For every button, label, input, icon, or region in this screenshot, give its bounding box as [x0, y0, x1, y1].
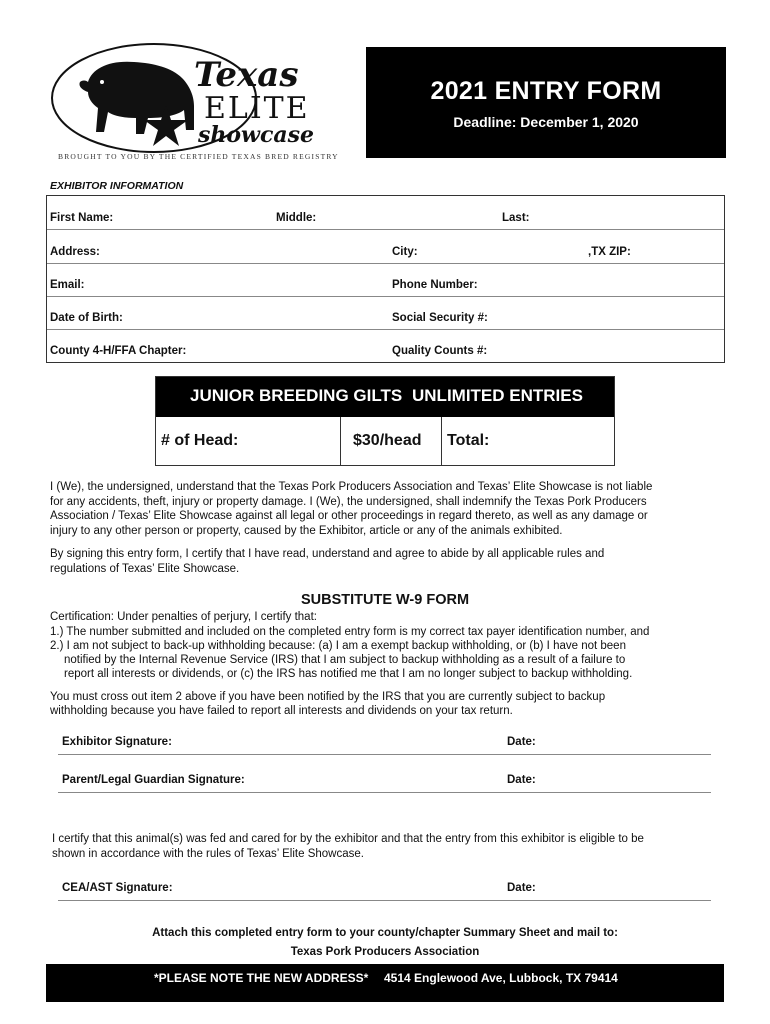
deadline-text: Deadline: December 1, 2020	[453, 114, 639, 130]
exhibitor-signature-line[interactable]	[58, 736, 711, 755]
logo-word-texas: Texas	[194, 55, 299, 95]
title-box	[366, 47, 726, 158]
total-cell[interactable]	[442, 417, 614, 465]
w9-title: SUBSTITUTE W-9 FORM	[300, 592, 470, 608]
w9-item-2: 2.) I am not subject to back-up withholding because: (a) I am a exempt backup withholding, or (b) I have not been	[50, 640, 626, 652]
liability-paragraph	[50, 480, 730, 538]
dob-field[interactable]: Date of Birth:	[50, 312, 123, 324]
liability-line: Association / Texas’ Elite Showcase against all legal or other proceedings in regard thereto, as well as any damage or	[50, 510, 648, 522]
cea-certification-line: I certify that this animal(s) was fed and cared for by the exhibitor and that the entry from this exhibitor is eligible to be	[52, 833, 644, 845]
liability-line: injury to any other person or property, caused by the Exhibitor, article or any of the animals exhibited.	[50, 524, 563, 537]
pig-eye-icon	[100, 80, 104, 84]
texas-elite-showcase-logo	[44, 38, 314, 168]
exhibitor-row-ids	[47, 296, 724, 330]
mailing-instructions: Attach this completed entry form to your county/chapter Summary Sheet and mail to:	[152, 927, 618, 939]
first-name-field[interactable]: First Name:	[50, 212, 114, 224]
gilts-table-header	[156, 377, 614, 417]
cea-certification-paragraph	[52, 832, 732, 861]
w9-item-2-cont: notified by the Internal Revenue Service (IRS) that I am subject to backup withholding as a result of a failure to	[64, 654, 626, 666]
last-name-field[interactable]: Last:	[502, 212, 530, 224]
form-title: 2021 ENTRY FORM	[430, 77, 662, 105]
city-field[interactable]: City:	[392, 246, 418, 258]
total-label: Total:	[447, 432, 490, 449]
guardian-signature-label: Parent/Legal Guardian Signature:	[62, 774, 245, 786]
county-chapter-field[interactable]: County 4-H/FFA Chapter:	[50, 345, 187, 357]
junior-breeding-gilts-table	[155, 376, 615, 466]
exhibitor-row-contact	[47, 263, 724, 297]
price-label: $30/head	[353, 432, 422, 449]
exhibitor-section-label: EXHIBITOR INFORMATION	[50, 180, 184, 192]
exhibitor-row-chapter	[47, 329, 724, 362]
exhibitor-date-label: Date:	[507, 736, 536, 748]
w9-note: withholding because you have failed to report all interests and dividends on your tax return.	[50, 705, 513, 717]
email-field[interactable]: Email:	[50, 279, 85, 291]
ssn-field[interactable]: Social Security #:	[392, 312, 488, 324]
exhibitor-row-address	[47, 230, 724, 264]
state-zip-field[interactable]: ,TX ZIP:	[588, 246, 631, 258]
cea-date-label: Date:	[507, 882, 536, 894]
agreement-line: regulations of Texas’ Elite Showcase.	[50, 562, 240, 575]
head-count-cell[interactable]	[156, 417, 341, 465]
liability-line: for any accidents, theft, injury or property damage. I (We), the undersigned, shall indemnify the Texas Pork Producers	[50, 495, 647, 508]
mailing-address: 4514 Englewood Ave, Lubbock, TX 79414	[384, 971, 618, 985]
logo-word-showcase: showcase	[198, 122, 314, 148]
exhibitor-info-box	[46, 195, 725, 363]
cea-certification-line: shown in accordance with the rules of Texas’ Elite Showcase.	[52, 847, 364, 860]
w9-certification: Certification: Under penalties of perjury, I certify that:	[50, 611, 317, 623]
agreement-line: By signing this entry form, I certify that I have read, understand and agree to abide by all applicable rules and	[50, 548, 605, 560]
guardian-signature-line[interactable]	[58, 774, 711, 793]
head-count-label: # of Head:	[161, 432, 239, 449]
gilts-heading: JUNIOR BREEDING GILTS	[190, 386, 403, 405]
guardian-date-label: Date:	[507, 774, 536, 786]
new-address-note: *PLEASE NOTE THE NEW ADDRESS*	[154, 971, 369, 985]
cea-signature-line[interactable]	[58, 882, 711, 901]
exhibitor-signature-label: Exhibitor Signature:	[62, 736, 172, 748]
quality-counts-field[interactable]: Quality Counts #:	[392, 345, 488, 357]
association-name: Texas Pork Producers Association	[290, 946, 480, 958]
w9-note: You must cross out item 2 above if you have been notified by the IRS that you are currently subject to backup	[50, 691, 606, 703]
w9-item-2-cont: report all interests or dividends, or (c) the IRS has notified me that I am no longer subject to backup withholding.	[64, 668, 633, 680]
logo-tagline: BROUGHT TO YOU BY THE CERTIFIED TEXAS BRED REGISTRY	[58, 152, 339, 161]
phone-field[interactable]: Phone Number:	[392, 279, 478, 291]
liability-line: I (We), the undersigned, understand that the Texas Pork Producers Association and Texas’ Elite Showcase is not liable	[50, 481, 653, 493]
w9-item-1: 1.) The number submitted and included on the completed entry form is my correct tax payer identification number, and	[50, 626, 650, 638]
cea-signature-label: CEA/AST Signature:	[62, 882, 173, 894]
address-banner	[46, 964, 724, 1002]
address-field[interactable]: Address:	[50, 246, 100, 258]
price-cell	[341, 417, 442, 465]
exhibitor-row-name	[47, 196, 724, 230]
logo-word-elite: ELITE	[204, 91, 310, 126]
middle-name-field[interactable]: Middle:	[276, 212, 317, 224]
unlimited-entries-heading: UNLIMITED ENTRIES	[412, 386, 583, 405]
agreement-paragraph	[50, 547, 730, 576]
